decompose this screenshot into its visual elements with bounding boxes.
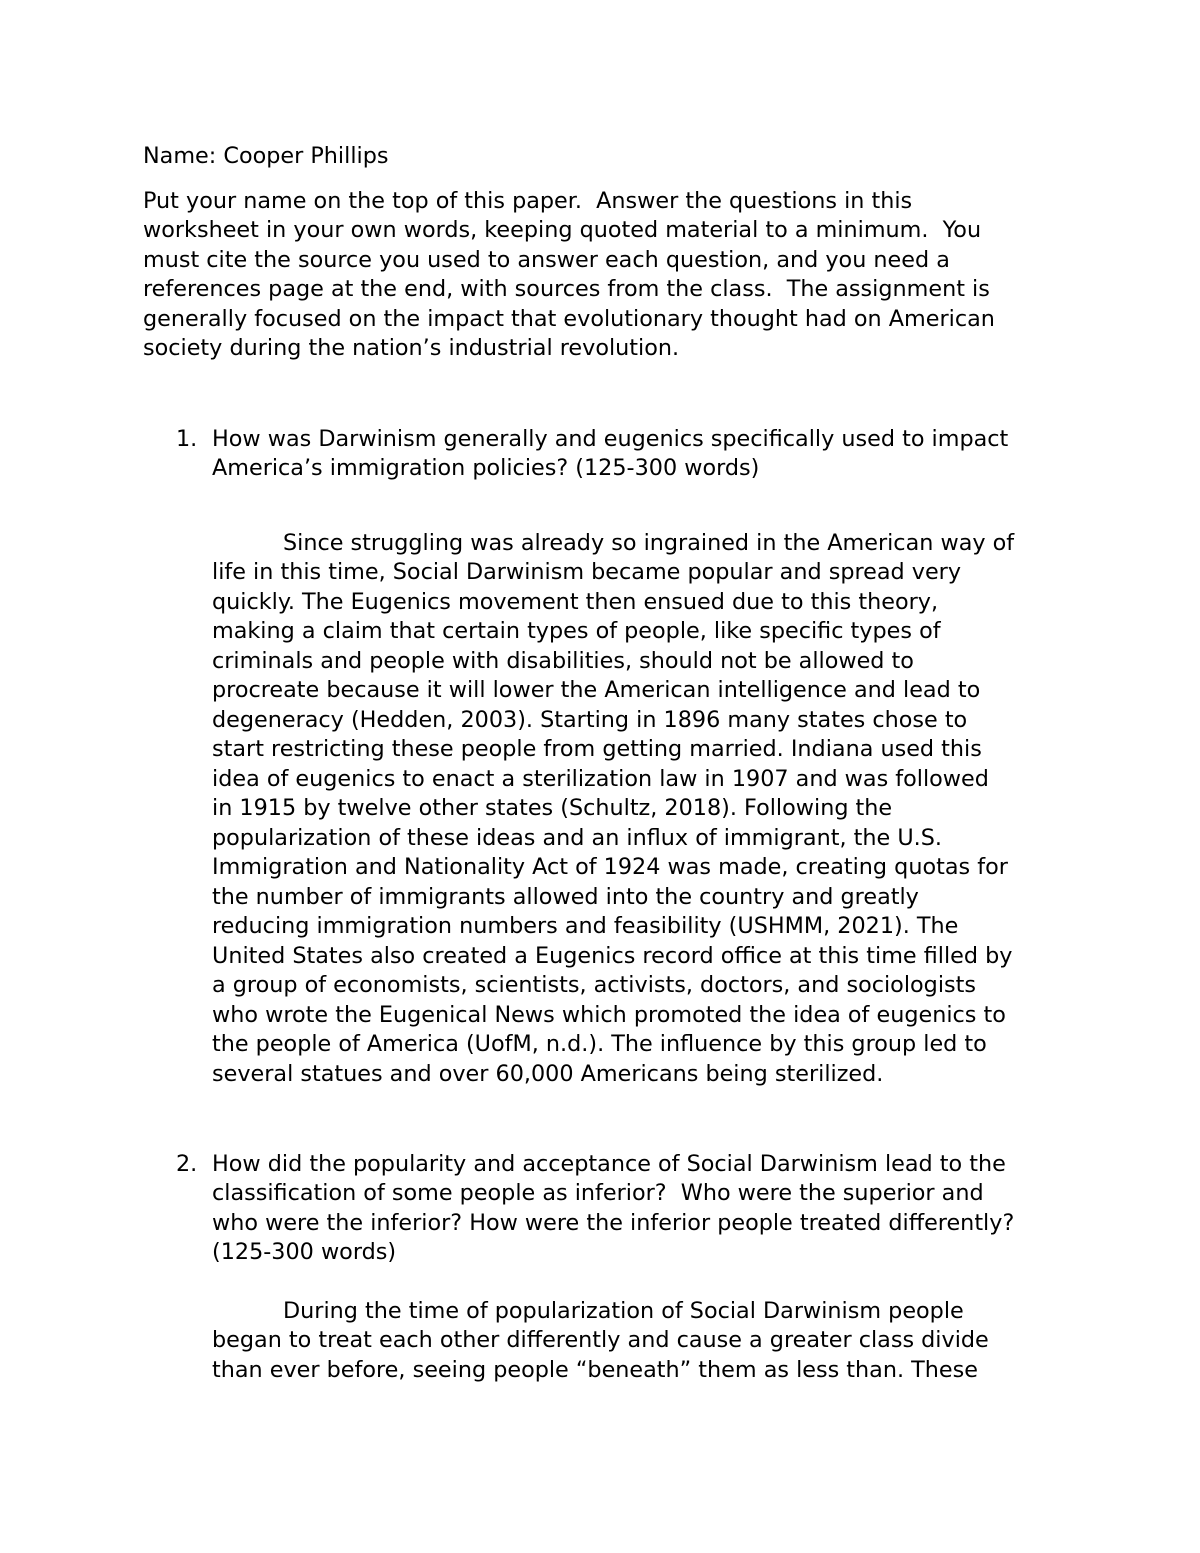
- instructions-line: generally focused on the impact that evolutionary thought had on American: [143, 306, 995, 332]
- answer-line: start restricting these people from getting married. Indiana used this: [212, 736, 982, 762]
- question-number: 1.: [176, 426, 198, 452]
- question-text-line: who were the inferior? How were the inferior people treated differently?: [212, 1210, 1015, 1236]
- answer-line: making a claim that certain types of people, like specific types of: [212, 618, 941, 644]
- answer-line: Since struggling was already so ingrained in the American way of: [283, 530, 1015, 556]
- student-name-line: Name: Cooper Phillips: [143, 143, 389, 169]
- answer-line: who wrote the Eugenical News which promoted the idea of eugenics to: [212, 1002, 1006, 1028]
- question-text-line: How was Darwinism generally and eugenics specifically used to impact: [212, 426, 1009, 452]
- instructions-line: Put your name on the top of this paper. Answer the questions in this: [143, 188, 913, 214]
- question-number: 2.: [176, 1151, 198, 1177]
- answer-line: life in this time, Social Darwinism became popular and spread very: [212, 559, 962, 585]
- answer-line: idea of eugenics to enact a sterilization law in 1907 and was followed: [212, 766, 989, 792]
- answer-line: than ever before, seeing people “beneath” them as less than. These: [212, 1357, 978, 1383]
- answer-line: Immigration and Nationality Act of 1924 was made, creating quotas for: [212, 854, 1008, 880]
- answer-line: During the time of popularization of Social Darwinism people: [283, 1298, 964, 1324]
- instructions-line: society during the nation’s industrial revolution.: [143, 335, 680, 361]
- answer-line: United States also created a Eugenics record office at this time filled by: [212, 943, 1013, 969]
- instructions-line: worksheet in your own words, keeping quoted material to a minimum. You: [143, 217, 982, 243]
- answer-line: several statues and over 60,000 Americans being sterilized.: [212, 1061, 884, 1087]
- answer-line: criminals and people with disabilities, should not be allowed to: [212, 648, 914, 674]
- instructions-line: must cite the source you used to answer each question, and you need a: [143, 247, 950, 273]
- question-text-line: America’s immigration policies? (125-300 words): [212, 455, 760, 481]
- instructions-line: references page at the end, with sources from the class. The assignment is: [143, 276, 990, 302]
- answer-line: began to treat each other differently and cause a greater class divide: [212, 1327, 989, 1353]
- answer-line: in 1915 by twelve other states (Schultz, 2018). Following the: [212, 795, 893, 821]
- answer-line: the people of America (UofM, n.d.). The influence by this group led to: [212, 1031, 987, 1057]
- answer-line: a group of economists, scientists, activists, doctors, and sociologists: [212, 972, 976, 998]
- answer-line: popularization of these ideas and an influx of immigrant, the U.S.: [212, 825, 942, 851]
- answer-line: quickly. The Eugenics movement then ensued due to this theory,: [212, 589, 939, 615]
- question-text-line: classification of some people as inferior? Who were the superior and: [212, 1180, 984, 1206]
- answer-line: reducing immigration numbers and feasibility (USHMM, 2021). The: [212, 913, 959, 939]
- answer-line: the number of immigrants allowed into the country and greatly: [212, 884, 919, 910]
- answer-line: degeneracy (Hedden, 2003). Starting in 1896 many states chose to: [212, 707, 968, 733]
- answer-line: procreate because it will lower the American intelligence and lead to: [212, 677, 981, 703]
- question-text-line: (125-300 words): [212, 1239, 397, 1265]
- question-text-line: How did the popularity and acceptance of Social Darwinism lead to the: [212, 1151, 1006, 1177]
